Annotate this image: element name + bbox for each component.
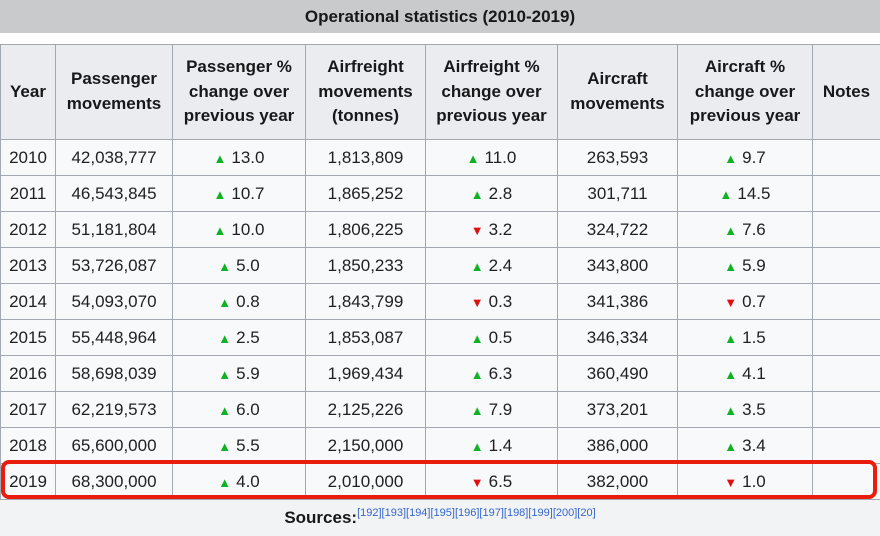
aircraft-change-cell — [678, 284, 813, 320]
up-triangle-icon: ▲ — [214, 223, 227, 238]
change-value: 0.5 — [489, 328, 513, 347]
column-header-aircraft-change: Aircraft % change over previous year — [678, 45, 813, 140]
airfreight-change-cell — [426, 356, 558, 392]
aircraft-movements-cell: 324,722 — [558, 212, 678, 248]
year-cell: 2017 — [1, 392, 56, 428]
aircraft-movements-cell: 360,490 — [558, 356, 678, 392]
up-triangle-icon: ▲ — [724, 367, 737, 382]
passenger-movements-cell: 65,600,000 — [56, 428, 173, 464]
table-row — [1, 464, 880, 500]
column-header-passenger-change: Passenger % change over previous year — [173, 45, 306, 140]
airfreight-movements-cell: 1,853,087 — [306, 320, 426, 356]
up-triangle-icon: ▲ — [724, 439, 737, 454]
change-value: 5.0 — [236, 256, 260, 275]
aircraft-change-cell — [678, 464, 813, 500]
aircraft-change-cell — [678, 248, 813, 284]
passenger-change-cell — [173, 392, 306, 428]
passenger-movements-cell: 42,038,777 — [56, 140, 173, 176]
sources-label: Sources: — [284, 508, 357, 528]
table-row — [1, 428, 880, 464]
aircraft-change-cell — [678, 428, 813, 464]
change-value: 10.0 — [231, 220, 264, 239]
up-triangle-icon: ▲ — [724, 151, 737, 166]
passenger-change-cell — [173, 428, 306, 464]
table-row — [1, 140, 880, 176]
down-triangle-icon: ▼ — [724, 475, 737, 490]
year-cell: 2019 — [1, 464, 56, 500]
change-value: 0.3 — [489, 292, 513, 311]
year-cell: 2014 — [1, 284, 56, 320]
year-cell: 2013 — [1, 248, 56, 284]
notes-cell — [813, 356, 880, 392]
change-value: 1.0 — [742, 472, 766, 491]
passenger-change-cell — [173, 212, 306, 248]
change-value: 0.7 — [742, 292, 766, 311]
column-header-notes: Notes — [813, 45, 880, 140]
airfreight-movements-cell: 1,850,233 — [306, 248, 426, 284]
passenger-change-cell — [173, 320, 306, 356]
aircraft-movements-cell: 343,800 — [558, 248, 678, 284]
table-row — [1, 284, 880, 320]
airfreight-change-cell — [426, 248, 558, 284]
up-triangle-icon: ▲ — [218, 259, 231, 274]
aircraft-movements-cell: 341,386 — [558, 284, 678, 320]
aircraft-movements-cell: 382,000 — [558, 464, 678, 500]
column-header-airfreight-change: Airfreight % change over previous year — [426, 45, 558, 140]
passenger-movements-cell: 68,300,000 — [56, 464, 173, 500]
up-triangle-icon: ▲ — [724, 331, 737, 346]
airfreight-change-cell — [426, 212, 558, 248]
change-value: 4.0 — [236, 472, 260, 491]
up-triangle-icon: ▲ — [471, 187, 484, 202]
change-value: 1.5 — [742, 328, 766, 347]
passenger-movements-cell: 51,181,804 — [56, 212, 173, 248]
notes-cell — [813, 428, 880, 464]
passenger-movements-cell: 46,543,845 — [56, 176, 173, 212]
change-value: 2.4 — [489, 256, 513, 275]
up-triangle-icon: ▲ — [218, 367, 231, 382]
aircraft-movements-cell: 263,593 — [558, 140, 678, 176]
aircraft-movements-cell: 301,711 — [558, 176, 678, 212]
sources-row — [0, 500, 880, 536]
table-title-bar — [0, 0, 880, 33]
change-value: 7.9 — [489, 400, 513, 419]
passenger-change-cell — [173, 464, 306, 500]
change-value: 1.4 — [489, 436, 513, 455]
airfreight-movements-cell: 2,125,226 — [306, 392, 426, 428]
table-row — [1, 212, 880, 248]
up-triangle-icon: ▲ — [724, 223, 737, 238]
change-value: 3.2 — [489, 220, 513, 239]
down-triangle-icon: ▼ — [471, 475, 484, 490]
citation-list — [357, 509, 596, 527]
up-triangle-icon: ▲ — [471, 367, 484, 382]
passenger-change-cell — [173, 176, 306, 212]
citation-link[interactable]: [193] — [382, 507, 406, 519]
change-value: 6.0 — [236, 400, 260, 419]
passenger-change-cell — [173, 356, 306, 392]
up-triangle-icon: ▲ — [214, 187, 227, 202]
change-value: 3.4 — [742, 436, 766, 455]
airfreight-movements-cell: 1,865,252 — [306, 176, 426, 212]
aircraft-movements-cell: 373,201 — [558, 392, 678, 428]
table-title: Operational statistics (2010-2019) — [305, 7, 575, 27]
column-header-aircraft-movements: Aircraft movements — [558, 45, 678, 140]
aircraft-change-cell — [678, 140, 813, 176]
airfreight-movements-cell: 2,150,000 — [306, 428, 426, 464]
change-value: 5.9 — [742, 256, 766, 275]
aircraft-movements-cell: 386,000 — [558, 428, 678, 464]
passenger-movements-cell: 54,093,070 — [56, 284, 173, 320]
column-header-passenger-movements: Passenger movements — [56, 45, 173, 140]
airfreight-change-cell — [426, 428, 558, 464]
aircraft-change-cell — [678, 212, 813, 248]
notes-cell — [813, 212, 880, 248]
change-value: 3.5 — [742, 400, 766, 419]
table-body — [1, 140, 880, 500]
year-cell: 2010 — [1, 140, 56, 176]
change-value: 6.3 — [489, 364, 513, 383]
passenger-movements-cell: 53,726,087 — [56, 248, 173, 284]
up-triangle-icon: ▲ — [724, 403, 737, 418]
citation-link[interactable]: [199] — [528, 507, 552, 519]
airfreight-change-cell — [426, 392, 558, 428]
change-value: 13.0 — [231, 148, 264, 167]
change-value: 0.8 — [236, 292, 260, 311]
table-row — [1, 392, 880, 428]
header-row — [1, 45, 880, 140]
airfreight-change-cell — [426, 176, 558, 212]
change-value: 4.1 — [742, 364, 766, 383]
up-triangle-icon: ▲ — [214, 151, 227, 166]
aircraft-movements-cell: 346,334 — [558, 320, 678, 356]
aircraft-change-cell — [678, 356, 813, 392]
airfreight-movements-cell: 1,813,809 — [306, 140, 426, 176]
citation-link[interactable]: [195] — [430, 507, 454, 519]
change-value: 7.6 — [742, 220, 766, 239]
up-triangle-icon: ▲ — [471, 403, 484, 418]
down-triangle-icon: ▼ — [471, 295, 484, 310]
citation-link[interactable]: [194] — [406, 507, 430, 519]
notes-cell — [813, 320, 880, 356]
down-triangle-icon: ▼ — [724, 295, 737, 310]
change-value: 11.0 — [485, 148, 517, 167]
notes-cell — [813, 284, 880, 320]
up-triangle-icon: ▲ — [218, 475, 231, 490]
airfreight-movements-cell: 1,806,225 — [306, 212, 426, 248]
operational-statistics-table — [0, 44, 880, 500]
notes-cell — [813, 464, 880, 500]
table-row — [1, 248, 880, 284]
up-triangle-icon: ▲ — [218, 403, 231, 418]
citation-link[interactable]: [20] — [577, 507, 595, 519]
passenger-movements-cell: 62,219,573 — [56, 392, 173, 428]
table-row — [1, 320, 880, 356]
notes-cell — [813, 248, 880, 284]
aircraft-change-cell — [678, 320, 813, 356]
passenger-change-cell — [173, 284, 306, 320]
up-triangle-icon: ▲ — [471, 331, 484, 346]
airfreight-change-cell — [426, 284, 558, 320]
up-triangle-icon: ▲ — [218, 295, 231, 310]
year-cell: 2018 — [1, 428, 56, 464]
airfreight-change-cell — [426, 140, 558, 176]
down-triangle-icon: ▼ — [471, 223, 484, 238]
change-value: 14.5 — [737, 184, 770, 203]
citation-link[interactable]: [192] — [357, 507, 381, 519]
spacer — [0, 33, 880, 44]
up-triangle-icon: ▲ — [724, 259, 737, 274]
up-triangle-icon: ▲ — [218, 331, 231, 346]
year-cell: 2011 — [1, 176, 56, 212]
airfreight-change-cell — [426, 464, 558, 500]
up-triangle-icon: ▲ — [467, 151, 480, 166]
citation-link[interactable]: [198] — [504, 507, 528, 519]
passenger-movements-cell: 55,448,964 — [56, 320, 173, 356]
up-triangle-icon: ▲ — [471, 439, 484, 454]
table-row — [1, 176, 880, 212]
notes-cell — [813, 140, 880, 176]
citation-link[interactable]: [196] — [455, 507, 479, 519]
aircraft-change-cell — [678, 176, 813, 212]
passenger-change-cell — [173, 248, 306, 284]
airfreight-change-cell — [426, 320, 558, 356]
year-cell: 2015 — [1, 320, 56, 356]
year-cell: 2016 — [1, 356, 56, 392]
citation-link[interactable]: [197] — [479, 507, 503, 519]
column-header-year: Year — [1, 45, 56, 140]
airfreight-movements-cell: 1,969,434 — [306, 356, 426, 392]
change-value: 5.5 — [236, 436, 260, 455]
change-value: 6.5 — [489, 472, 513, 491]
notes-cell — [813, 392, 880, 428]
notes-cell — [813, 176, 880, 212]
citation-link[interactable]: [200] — [553, 507, 577, 519]
up-triangle-icon: ▲ — [720, 187, 733, 202]
change-value: 2.5 — [236, 328, 260, 347]
change-value: 10.7 — [231, 184, 264, 203]
up-triangle-icon: ▲ — [218, 439, 231, 454]
airfreight-movements-cell: 2,010,000 — [306, 464, 426, 500]
passenger-change-cell — [173, 140, 306, 176]
passenger-movements-cell: 58,698,039 — [56, 356, 173, 392]
up-triangle-icon: ▲ — [471, 259, 484, 274]
table-row — [1, 356, 880, 392]
change-value: 5.9 — [236, 364, 260, 383]
change-value: 9.7 — [742, 148, 766, 167]
change-value: 2.8 — [489, 184, 513, 203]
aircraft-change-cell — [678, 392, 813, 428]
year-cell: 2012 — [1, 212, 56, 248]
column-header-airfreight-movements: Airfreight movements (tonnes) — [306, 45, 426, 140]
airfreight-movements-cell: 1,843,799 — [306, 284, 426, 320]
